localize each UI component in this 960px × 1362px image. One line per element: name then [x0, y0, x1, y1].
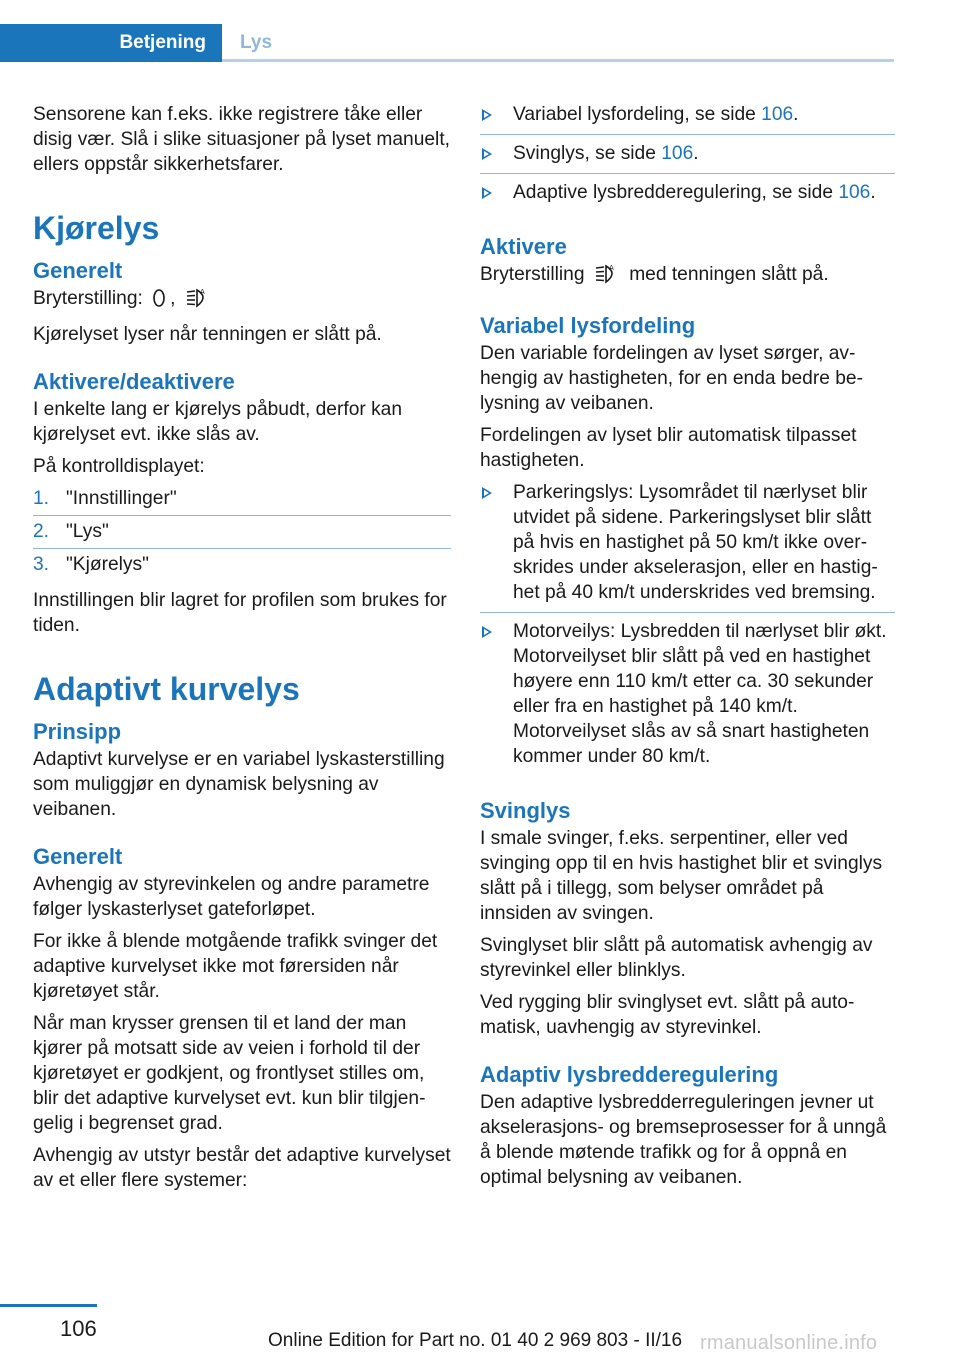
svg-text:A: A [608, 264, 614, 272]
list-item-text: Motorveilys: Lysbredden til nærlyset blir økt. Motorveilyset blir slått på ved en hastighet høyere enn 110 km/t etter ca. 30 sekunder eller fra en hastighet på 140 km/t. Motorveilyset slås av så snart hastigheten kommer under 80 km/t. [513, 621, 887, 767]
list-item-end: . [793, 104, 799, 125]
kurvelys-paragraph-4: Avhengig av utstyr består det adaptive kurvelyset av et eller flere systemer: [33, 1145, 451, 1191]
right-column [480, 102, 895, 1197]
triangle-bullet-icon [482, 487, 492, 499]
footer-divider [0, 1304, 97, 1307]
page-header [0, 0, 894, 62]
svg-text:A: A [199, 288, 205, 296]
svinglys-paragraph-2: Svinglyset blir slått på automatisk avhengig av styrevinkel eller blinklys. [480, 935, 873, 981]
subsection-title-generelt-2: Generelt [33, 844, 123, 869]
variabel-paragraph-1: Den variable fordelingen av lyset sørger, avhengig av hastigheten, for en enda bedre belysning av veibanen. [480, 343, 863, 414]
list-item-text: Parkeringslys: Lysområdet til nærlyset blir utvidet på sidene. Parkeringslyset blir slått på hvis en hastighet på 50 km/t ikke overskrides under akselerasjon, eller en hastighet på 40 km/t underskrides ved bremsing. [513, 482, 878, 603]
variabel-paragraph-2: Fordelingen av lyset blir automatisk tilpasset hastigheten. [480, 425, 857, 471]
saved-paragraph: Innstillingen blir lagret for profilen som brukes for tiden. [33, 590, 447, 636]
step-number: 2. [33, 521, 50, 542]
list-item [33, 552, 451, 581]
svinglys-paragraph-1: I smale svinger, f.eks. serpentiner, eller ved svinging opp til en hvis hastighet blir et svinglys slått på i tillegg, som belyser området på innsiden av svingen. [480, 828, 883, 924]
aktivere-pre: Bryterstilling [480, 264, 585, 285]
list-item [480, 619, 895, 776]
list-item [480, 141, 895, 174]
subsection-title-adaptiv-lysbredderegulering: Adaptiv lysbredderegulering [480, 1062, 779, 1087]
subsection-title-aktivere-deaktivere: Aktivere/deaktivere [33, 369, 235, 394]
prinsipp-paragraph: Adaptivt kurvelyse er en variabel lyskasterstilling som muliggjør en dynamisk belysning av veibanen. [33, 749, 445, 820]
step-text: "Lys" [66, 521, 109, 542]
section-title-kjorelys: Kjørelys [33, 210, 160, 246]
triangle-bullet-icon [482, 109, 492, 121]
list-item-text: Svinglys, se side [513, 143, 662, 164]
step-text: "Kjørelys" [66, 554, 149, 575]
switch-separator: , [170, 288, 176, 309]
triangle-bullet-icon [482, 148, 492, 160]
tab-betjening[interactable]: Betjening [0, 24, 222, 62]
step-number: 1. [33, 488, 50, 509]
aktivere-paragraph: I enkelte lang er kjørelys påbudt, derfor kan kjørelyset evt. ikke slås av. [33, 399, 403, 445]
left-column [33, 102, 451, 1200]
section-title-adaptivt-kurvelys: Adaptivt kurvelys [33, 671, 300, 707]
kurvelys-paragraph-2: For ikke å blende motgående trafikk svinger det adaptive kurvelyset ikke mot førersiden når kjøretøyet står. [33, 931, 438, 1002]
watermark: rmanualsonline.info [700, 1332, 878, 1354]
list-item-end: . [870, 182, 876, 203]
list-item [480, 480, 895, 613]
subsection-title-aktivere: Aktivere [480, 234, 567, 259]
list-item [480, 180, 895, 212]
triangle-bullet-icon [482, 626, 492, 638]
light-modes-list [480, 480, 895, 776]
list-item-text: Adaptive lysbredderegulering, se side [513, 182, 839, 203]
page-link[interactable]: 106 [661, 143, 694, 164]
list-item [480, 102, 895, 135]
subsection-title-variabel-lysfordeling: Variabel lysfordeling [480, 313, 696, 338]
switch-position-line [33, 286, 451, 315]
list-item-text: Variabel lysfordeling, se side [513, 104, 762, 125]
switch-label: Bryterstilling: [33, 288, 143, 309]
aktivere-line [480, 262, 895, 291]
page-number: 106 [60, 1316, 97, 1341]
triangle-bullet-icon [482, 187, 492, 199]
tab-lys[interactable]: Lys [240, 32, 273, 53]
list-item [33, 519, 451, 549]
edition-text: Online Edition for Part no. 01 40 2 969 803 - II/16 [268, 1330, 683, 1351]
step-number: 3. [33, 554, 50, 575]
subsection-title-generelt: Generelt [33, 258, 123, 283]
header-divider [222, 59, 894, 62]
list-item-end: . [693, 143, 699, 164]
step-text: "Innstillinger" [66, 488, 177, 509]
subsection-title-prinsipp: Prinsipp [33, 719, 122, 744]
menu-steps-list [33, 486, 451, 581]
page-link[interactable]: 106 [761, 104, 794, 125]
systems-list [480, 102, 895, 212]
kjorelys-description: Kjørelyset lyser når tenningen er slått på. [33, 324, 382, 345]
light-off-icon [152, 288, 166, 315]
subsection-title-svinglys: Svinglys [480, 798, 571, 823]
page-link[interactable]: 106 [838, 182, 871, 203]
svinglys-paragraph-3: Ved rygging blir svinglyset evt. slått på automatisk, uavhengig av styrevinkel. [480, 992, 855, 1038]
adaptiv-paragraph: Den adaptive lysbredderreguleringen jevner ut akselerasjons- og bremseprosesser for å unngå å blende møtende trafikk og for å oppnå en optimal belysning av veibanen. [480, 1092, 887, 1188]
headlight-auto-icon [185, 286, 211, 315]
kurvelys-paragraph-1: Avhengig av styrevinkelen og andre parametre følger lyskasterlyset gateforløpet. [33, 874, 430, 920]
list-item [33, 486, 451, 516]
display-paragraph: På kontrolldisplayet: [33, 456, 205, 477]
intro-paragraph: Sensorene kan f.eks. ikke registrere tåke eller disig vær. Slå i slike situasjoner på lyset manuelt, ellers oppstår sikkerhetsfarer. [33, 104, 450, 175]
aktivere-post: med tenningen slått på. [629, 264, 829, 285]
kurvelys-paragraph-3: Når man krysser grensen til et land der man kjører på motsatt side av veien i forhold til der kjøretøyet er godkjent, og frontlyset stilles om, blir det adaptive kurvelyset evt. kun blir tilgjengelig i begrenset grad. [33, 1013, 426, 1134]
headlight-auto-icon [594, 262, 620, 291]
